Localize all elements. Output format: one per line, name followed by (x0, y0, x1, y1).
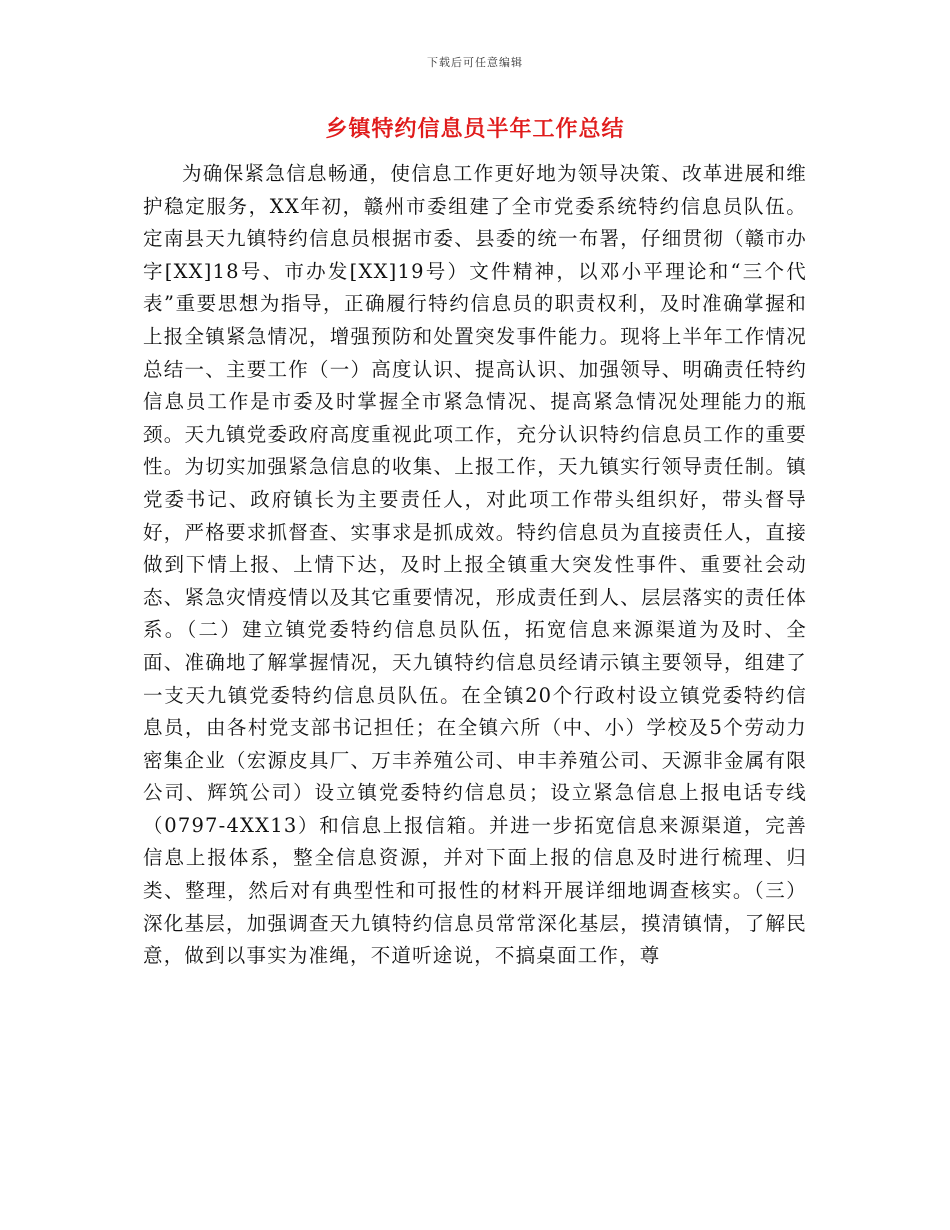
body-paragraph: 为确保紧急信息畅通，使信息工作更好地为领导决策、改革进展和维护稳定服务，XX年初，赣州市委组建了全市党委系统特约信息员队伍。定南县天九镇特约信息员根据市委、县委的统一布署，仔细贯彻（赣市办字[XX]18号、市办发[XX]19号）文件精神，以邓小平理论和“三个代表”重要思想为指导，正确履行特约信息员的职责权利，及时准确掌握和上报全镇紧急情况，增强预防和处置突发事件能力。现将上半年工作情况总结一、主要工作（一）高度认识、提高认识、加强领导、明确责任特约信息员工作是市委及时掌握全市紧急情况、提高紧急情况处理能力的瓶颈。天九镇党委政府高度重视此项工作，充分认识特约信息员工作的重要性。为切实加强紧急信息的收集、上报工作，天九镇实行领导责任制。镇党委书记、政府镇长为主要责任人，对此项工作带头组织好，带头督导好，严格要求抓督查、实事求是抓成效。特约信息员为直接责任人，直接做到下情上报、上情下达，及时上报全镇重大突发性事件、重要社会动态、紧急灾情疫情以及其它重要情况，形成责任到人、层层落实的责任体系。（二）建立镇党委特约信息员队伍，拓宽信息来源渠道为及时、全面、准确地了解掌握情况，天九镇特约信息员经请示镇主要领导，组建了一支天九镇党委特约信息员队伍。在全镇20个行政村设立镇党委特约信息员，由各村党支部书记担任；在全镇六所（中、小）学校及5个劳动力密集企业（宏源皮具厂、万丰养殖公司、申丰养殖公司、天源非金属有限公司、辉筑公司）设立镇党委特约信息员；设立紧急信息上报电话专线（0797-4XX13）和信息上报信箱。并进一步拓宽信息来源渠道，完善信息上报体系，整全信息资源，并对下面上报的信息及时进行梳理、归类、整理，然后对有典型性和可报性的材料开展详细地调查核实。（三）深化基层，加强调查天九镇特约信息员常常深化基层，摸清镇情，了解民意，做到以事实为准绳，不道听途说，不搞桌面工作，尊 (143, 162, 807, 968)
document-title: 乡镇特约信息员半年工作总结 (325, 117, 625, 142)
header-note: 下载后可任意编辑 (427, 56, 523, 69)
